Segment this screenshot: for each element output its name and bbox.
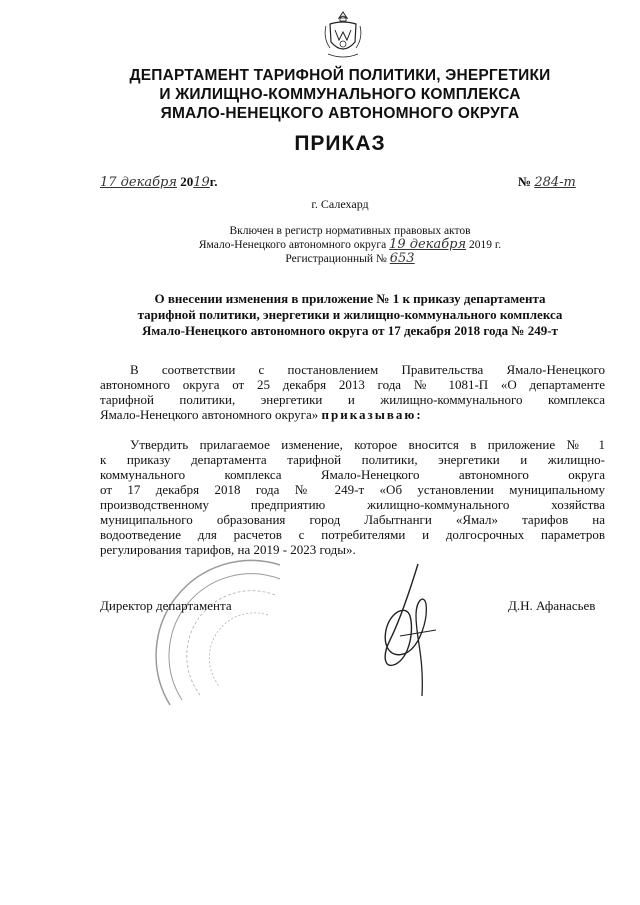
coat-of-arms-icon bbox=[322, 10, 364, 60]
handwritten-year: 19 bbox=[193, 175, 210, 190]
registry-year: 2019 г. bbox=[468, 239, 502, 251]
handwritten-signature-icon bbox=[370, 560, 460, 700]
org-line: ДЕПАРТАМЕНТ ТАРИФНОЙ ПОЛИТИКИ, ЭНЕРГЕТИКИ bbox=[129, 67, 551, 84]
paragraph-line: автономного округа от 25 декабря 2013 года № 1081-П «О департаменте bbox=[100, 377, 605, 392]
order-subject bbox=[110, 291, 590, 339]
document-type: ПРИКАЗ bbox=[294, 132, 386, 155]
registry-line bbox=[150, 252, 550, 266]
paragraph-line: водоотведение для расчетов с потребителями и долгосрочных параметров bbox=[100, 527, 605, 542]
year-prefix: 20 bbox=[180, 174, 194, 189]
paragraph-line: муниципального образования город Лабытнанги «Ямал» тарифов на bbox=[100, 512, 605, 527]
paragraph-line: тарифной политики, энергетики и жилищно-коммунального комплекса bbox=[100, 392, 605, 407]
number-label: № bbox=[518, 174, 532, 189]
signatory-name: Д.Н. Афанасьев bbox=[508, 598, 596, 613]
paragraph-line: производственному предприятию жилищно-коммунального хозяйства bbox=[100, 497, 605, 512]
signatory-title: Директор департамента bbox=[100, 598, 232, 613]
paragraph-line: регулирования тарифов, на 2019 - 2023 годы». bbox=[100, 542, 356, 557]
registry-region: Ямало-Ненецкого автономного округа bbox=[198, 239, 387, 251]
subject-line: Ямало-Ненецкого автономного округа от 17 декабря 2018 года № 249-т bbox=[142, 323, 558, 338]
subject-line: тарифной политики, энергетики и жилищно-коммунального комплекса bbox=[137, 307, 563, 322]
paragraph-line: от 17 декабря 2018 года № 249-т «Об установлении муниципальному bbox=[100, 482, 605, 497]
org-line: ЯМАЛО-НЕНЕЦКОГО АВТОНОМНОГО ОКРУГА bbox=[160, 105, 520, 122]
handwritten-date: 17 декабря bbox=[100, 175, 177, 190]
org-line: И ЖИЛИЩНО-КОММУНАЛЬНОГО КОМПЛЕКСА bbox=[159, 86, 521, 103]
preamble-paragraph bbox=[100, 362, 605, 422]
year-suffix: г. bbox=[209, 174, 218, 189]
preamble-end: Ямало-Ненецкого автономного округа» bbox=[100, 407, 319, 422]
city: г. Салехард bbox=[311, 197, 369, 211]
paragraph-line bbox=[100, 407, 605, 422]
paragraph-line: коммунального комплекса Ямало-Ненецкого автономного округа bbox=[100, 467, 605, 482]
registry-date: 19 декабря bbox=[389, 237, 467, 252]
organization-name bbox=[60, 66, 620, 123]
registry-number: 653 bbox=[389, 251, 415, 266]
handwritten-number: 284-т bbox=[534, 175, 576, 190]
subject-line: О внесении изменения в приложение № 1 к приказу департамента bbox=[154, 291, 546, 306]
order-word: приказываю: bbox=[321, 407, 423, 422]
order-paragraph bbox=[100, 437, 605, 557]
paragraph-line: к приказу департамента тарифной политики, энергетики и жилищно- bbox=[100, 452, 605, 467]
order-number bbox=[518, 174, 576, 190]
registry-block bbox=[150, 224, 550, 266]
registry-line: Включен в регистр нормативных правовых актов bbox=[229, 225, 471, 237]
official-seal-icon bbox=[150, 555, 290, 725]
order-date bbox=[100, 174, 217, 190]
registry-number-label: Регистрационный № bbox=[285, 253, 387, 265]
paragraph-line: В соответствии с постановлением Правительства Ямало-Ненецкого bbox=[130, 362, 605, 377]
registry-line bbox=[150, 238, 550, 252]
paragraph-line: Утвердить прилагаемое изменение, которое вносится в приложение № 1 bbox=[130, 437, 605, 452]
